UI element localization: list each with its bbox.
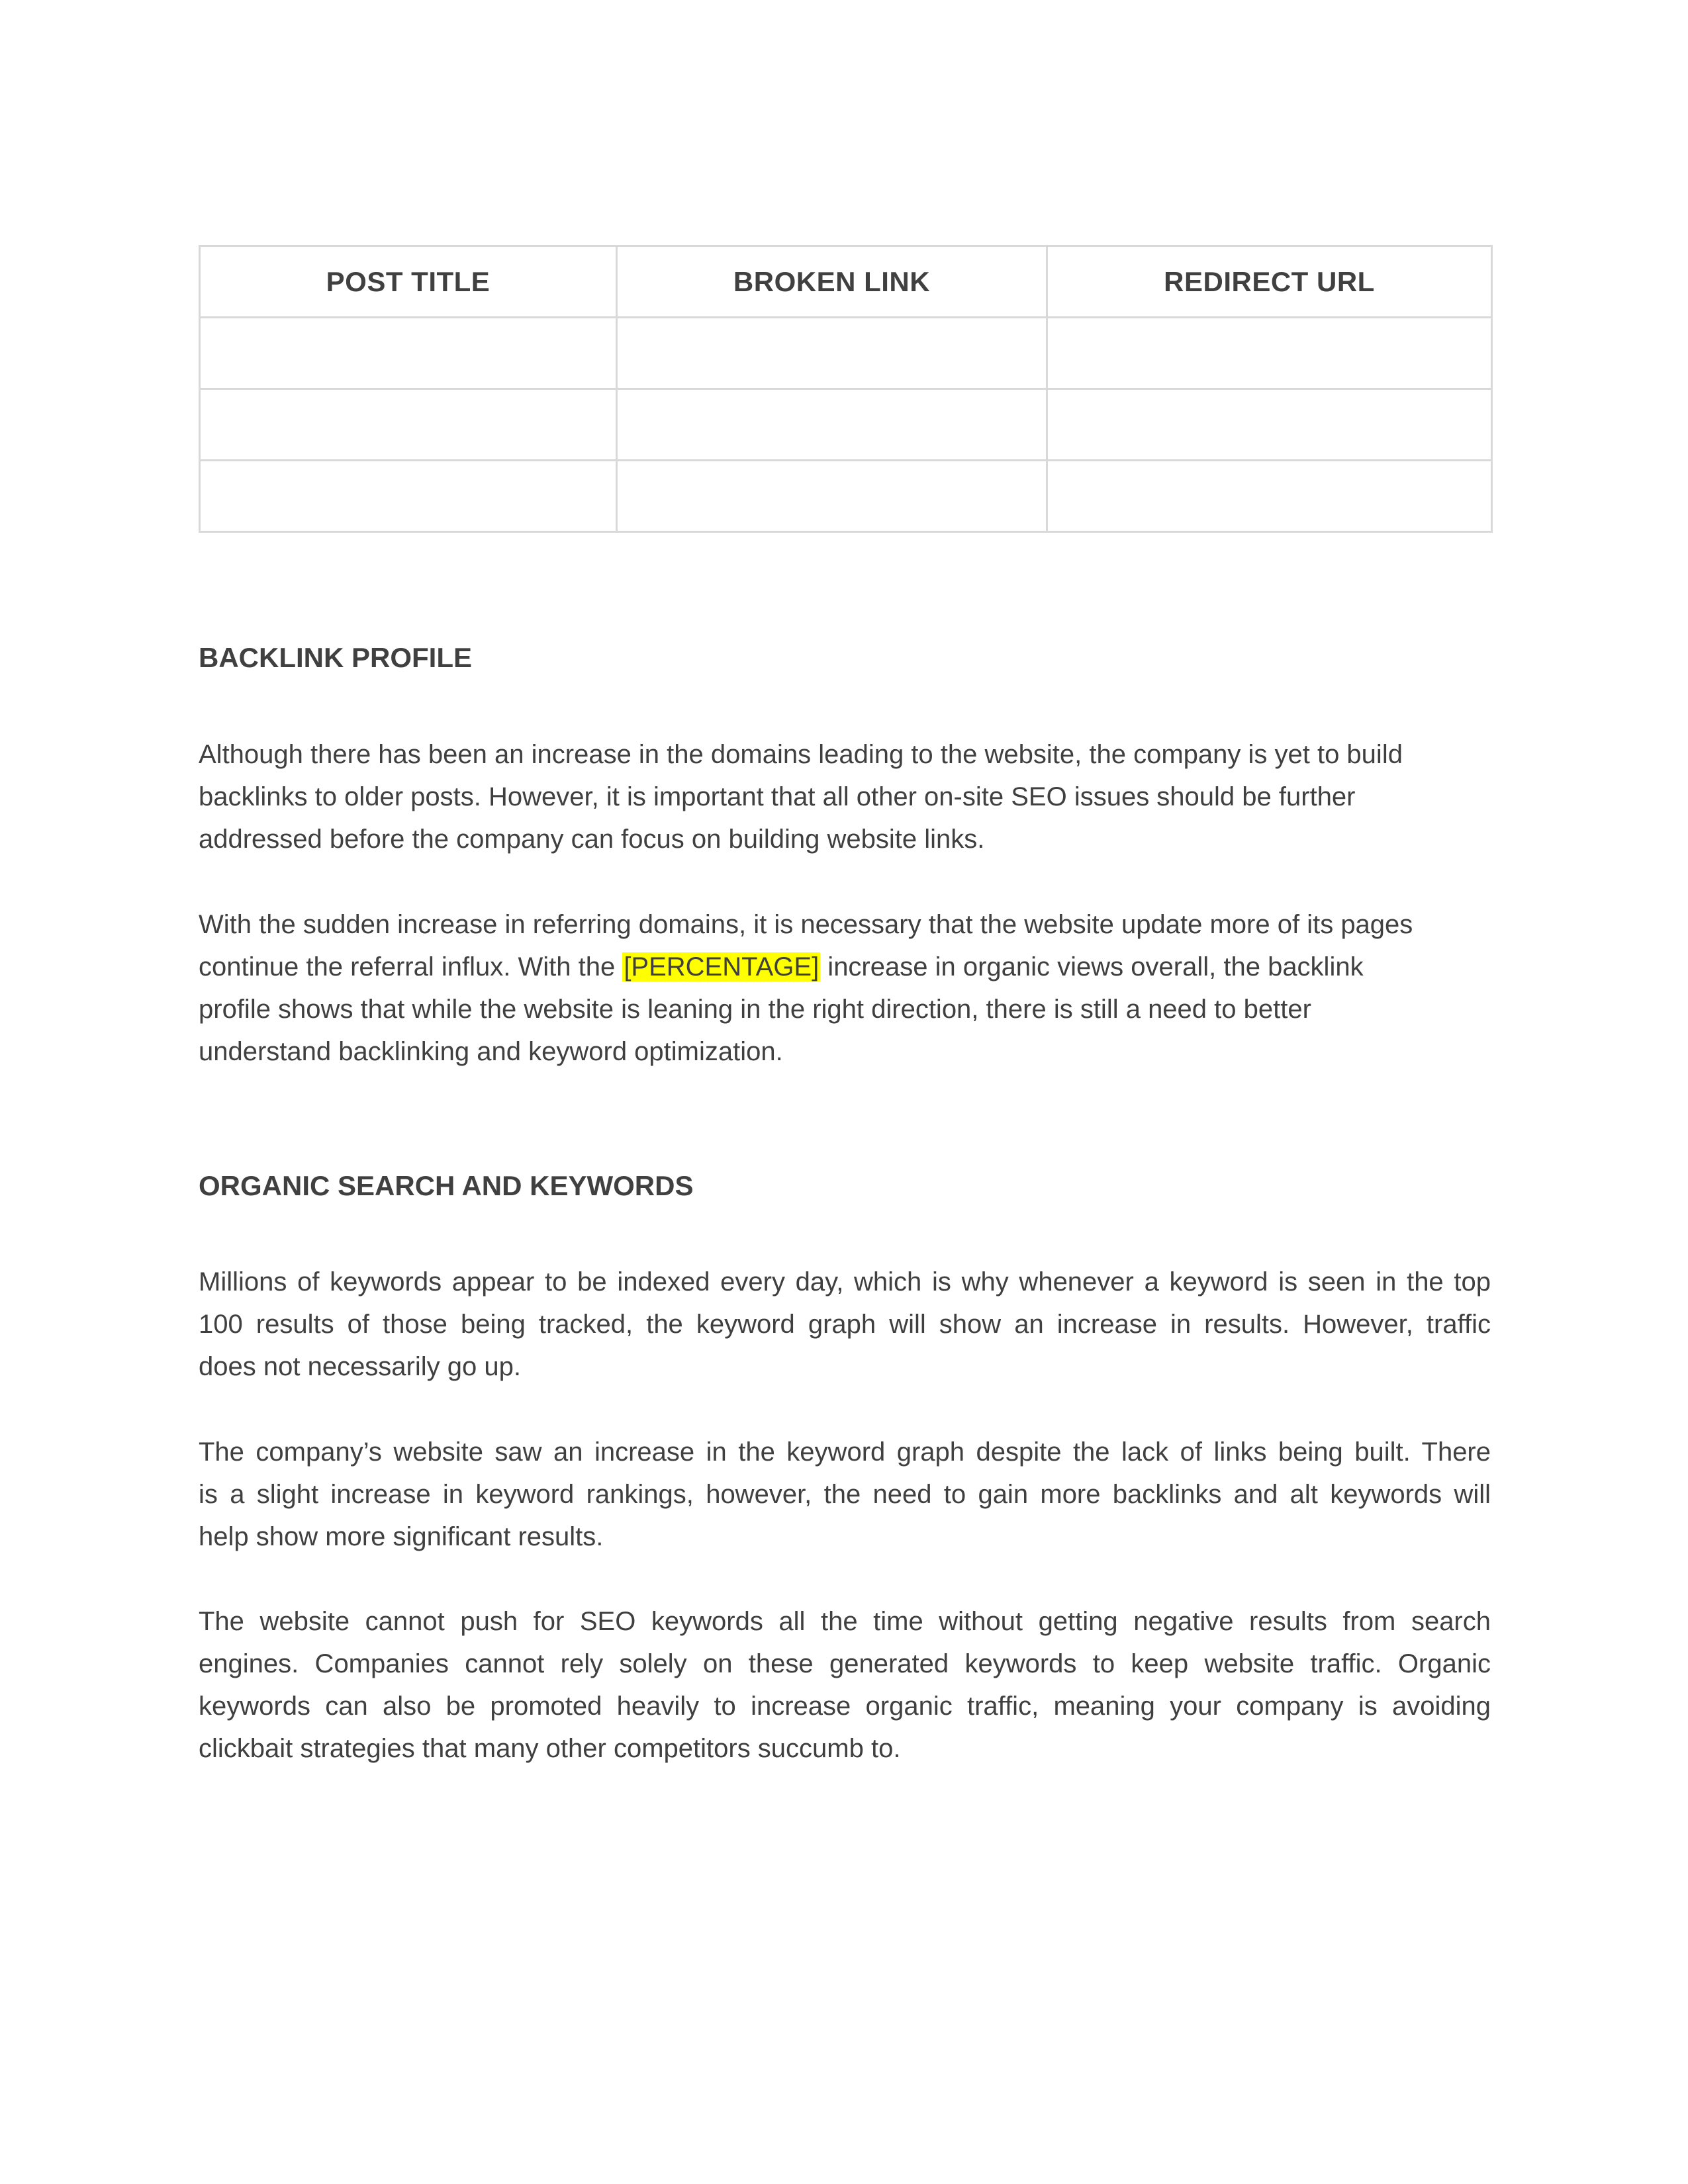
table-header-row (200, 246, 1492, 318)
table-cell[interactable] (200, 318, 617, 389)
text-line: does not necessarily go up. (199, 1352, 521, 1381)
text-line: is a slight increase in keyword rankings, however, the need to gain more backlinks and alt keywords will (199, 1480, 1491, 1509)
text-segment: increase in organic views overall, the backlink (820, 952, 1364, 981)
backlink-profile-heading: BACKLINK PROFILE (199, 642, 472, 673)
text-line: 100 results of those being tracked, the keyword graph will show an increase in results. However, traffic (199, 1310, 1491, 1339)
table-cell[interactable] (200, 389, 617, 461)
table-cell[interactable] (1047, 389, 1492, 461)
column-header-post-title: POST TITLE (200, 246, 617, 318)
table-cell[interactable] (200, 461, 617, 532)
table-row (200, 318, 1492, 389)
broken-links-table (199, 245, 1493, 533)
text-line: clickbait strategies that many other competitors succumb to. (199, 1734, 901, 1763)
organic-paragraph-3 (199, 1600, 1491, 1770)
table-row (200, 461, 1492, 532)
text-line: With the sudden increase in referring domains, it is necessary that the website update more of its pages (199, 910, 1413, 939)
text-line: Although there has been an increase in the domains leading to the website, the company is yet to build (199, 740, 1403, 769)
column-header-redirect-url: REDIRECT URL (1047, 246, 1492, 318)
text-line: The website cannot push for SEO keywords all the time without getting negative results from search (199, 1607, 1491, 1636)
text-segment: continue the referral influx. With the (199, 952, 623, 981)
table-cell[interactable] (617, 461, 1047, 532)
organic-paragraph-1 (199, 1261, 1491, 1388)
percentage-placeholder-highlight[interactable]: [PERCENTAGE] (624, 952, 820, 981)
table-row (200, 389, 1492, 461)
text-line: The company’s website saw an increase in the keyword graph despite the lack of links being built. There (199, 1437, 1491, 1467)
table-cell[interactable] (1047, 461, 1492, 532)
column-header-broken-link: BROKEN LINK (617, 246, 1047, 318)
table-cell[interactable] (617, 389, 1047, 461)
backlink-paragraph-2 (199, 903, 1491, 1073)
text-line: keywords can also be promoted heavily to increase organic traffic, meaning your company is avoiding (199, 1692, 1491, 1721)
organic-search-heading: ORGANIC SEARCH AND KEYWORDS (199, 1170, 694, 1201)
text-line: Millions of keywords appear to be indexed every day, which is why whenever a keyword is seen in the top (199, 1267, 1491, 1297)
text-line-with-highlight (199, 946, 1491, 988)
text-line: understand backlinking and keyword optimization. (199, 1037, 783, 1066)
text-line: profile shows that while the website is leaning in the right direction, there is still a need to better (199, 995, 1311, 1024)
text-line: engines. Companies cannot rely solely on these generated keywords to keep website traffic. Organic (199, 1649, 1491, 1678)
table-cell[interactable] (617, 318, 1047, 389)
backlink-paragraph-1 (199, 733, 1491, 860)
text-line: help show more significant results. (199, 1522, 604, 1551)
text-line: backlinks to older posts. However, it is important that all other on-site SEO issues should be further (199, 782, 1356, 811)
table-cell[interactable] (1047, 318, 1492, 389)
organic-paragraph-2 (199, 1431, 1491, 1558)
text-line: addressed before the company can focus on building website links. (199, 825, 985, 854)
